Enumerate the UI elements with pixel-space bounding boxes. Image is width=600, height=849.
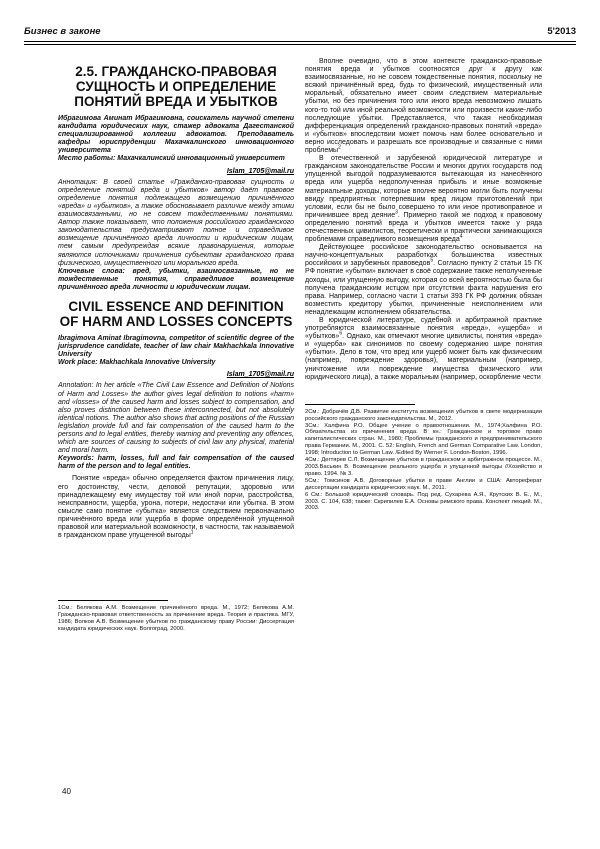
issue-number: 5'2013 <box>547 26 576 37</box>
footnote-ref: 3 <box>395 209 398 216</box>
body-paragraph <box>305 317 542 382</box>
body-text: Действующее российское законодательство основывается на научно-концептуальных разработках большинства известных российских и зарубежных правоведов <box>305 244 542 268</box>
email-link-en[interactable]: Islam_1705@mail.ru <box>226 371 294 379</box>
article-title-ru: 2.5. ГРАЖДАНСКО-ПРАВОВАЯ СУЩНОСТЬ И ОПРЕДЕЛЕНИЕ ПОНЯТИЙ ВРЕДА И УБЫТКОВ <box>74 64 278 109</box>
header-rule-bottom <box>24 44 576 45</box>
body-text: В юридической литературе, судебной и арбитражной практике употребляются взаимосвязанные понятия «вреда», «ущерба» и «убытков» <box>305 317 542 341</box>
body-text: Вполне очевидно, что в этом контексте гражданско-правовые понятия вреда и убытков соотносятся друг к другу как взаимосвязанные, но не совсем тождественные понятия, поскольку не всякий причинённый вред, будь то физический, имущественный или моральный, обязательно имеет своим следствием материальные убытки, но без причинения того или иного вреда невозможно лишать кого-то той или иной реальной возможности или произвести какие-либо последующие убытки. Представляется, что такая необходимая дифференциация определений гражданско-правовых понятий «вреда» и «убытков» впоследствии может помочь нам более основательно и верно исследовать и разрешать все производные и связанные с ними проблемы <box>305 58 542 155</box>
footnote-ref: 5 <box>430 258 434 265</box>
footnote-ref: 4 <box>459 233 463 240</box>
email-link-ru[interactable]: Islam_1705@mail.ru <box>226 167 294 175</box>
annotation-ru: Аннотация: В своей статье «Гражданско-правовая сущность и определение понятий вреда и убытков» автор даёт правовое определение понятия подлежащего возмещению причинённого «вреда» и «убытков», а также обосновывает различие между этими взаимосвязанными, но не совсем тождественными понятиями. Автор также показывает, что положения российского гражданского законодательства предусматривают полное и справедливое возмещение причинённого вреда личности и юридическим лицам, тем самым предупреждая всякие правонарушения, которые являются источниками причинения субъектам гражданского права физического, имущественного или морального вреда. <box>58 178 294 267</box>
author-info-ru: Ибрагимова Аминат Ибрагимовна, соискатель научной степени кандидата юридических наук, стажер адвоката Дагестанской специализированной коллегии адвокатов. Преподаватель кафедры юриспруденции Махачкалинского инновационного университета <box>58 115 294 155</box>
footnote-6: 6 См.: Большой юридический словарь. Под ред. Сухарева А.Я., Крутских В. Е., М., 2003. С. 104, 638; также: Скрипилев Е.А. Основы римского права. Конспект лекций. М., 2003. <box>305 491 542 512</box>
body-paragraph <box>305 155 542 244</box>
footnote-ref: 6 <box>339 330 343 337</box>
page-number: 40 <box>62 787 71 796</box>
body-text: . Примерно такой же подход к правовому определению понятий вреда и убытков имеется также у ряда отечественных цивилистов, теоретически и практически занимающихся проблемами справедливого возмещения вреда <box>305 211 542 244</box>
body-paragraph <box>305 58 542 155</box>
footnote-1: 1См.: Белякова А.М. Возмещение причинённого вреда. М., 1972; Белякова А.М. Гражданско-правовая ответственность за причинение вреда. Теория и практика. МГУ, 1986; Волков А.В. Возмещение убытков по гражданскому праву России: Диссертация кандидата юридических наук. Волгоград, 2000. <box>58 605 294 632</box>
body-paragraph <box>58 475 294 540</box>
footnote-ref: 2 <box>338 144 341 151</box>
email-en-row <box>58 371 294 379</box>
body-paragraph <box>305 244 542 317</box>
author-info-en: Ibragimova Aminat Ibragimovna, competitor of scientific degree of the jurisprudence candidate, teacher of law chair Makhachkala Innovative University <box>58 334 294 359</box>
email-ru-row <box>58 168 294 176</box>
keywords-en: Keywords: harm, losses, full and fair compensation of the caused harm of the person and to legal entities. <box>58 455 294 471</box>
body-text: Понятие «вреда» обычно определяется фактом причинения лицу, его достоинству, чести, деловой репутации, здоровью или принадлежащему ему имуществу той или иной порчи, расстройства, неисправности, ущерба, урона, потери, недостачи или убытка. В этом смысле само понятие «убытка» является следствием первоначально причинённого вреда или ущерба в форме определённой упущенной правовой или материальной возможности, в частности, так называемой в гражданском праве упущенной выгоды <box>58 475 294 540</box>
body-text: . Согласно пункту 2 статьи 15 ГК РФ понятие «убытки» включает в своё содержание также неполученные доходы, или упущенную выгоду, которая со всей вероятностью была бы получена гражданским истцом при отсутствии факта нарушения его права. Например, согласно части 1 статьи 393 ГК РФ должник обязан возместить кредитору убытки, причиненные неисполнением или ненадлежащим исполнением обязательства. <box>305 260 542 316</box>
page-header <box>24 26 576 40</box>
body-text: . Однако, как отмечают многие цивилисты, понятия «вреда» и «ущерба» как синонимов по своему содержанию шире понятия «убытки». Дело в том, что вред или ущерб может быть как физическим (например, повреждение здоровья), материальным (например, уничтожение или повреждение имущества физического или юридического лица), а также моральным (например, оскорбление чести <box>305 333 542 381</box>
footnote-separator <box>58 600 168 601</box>
body-text: В отечественной и зарубежной юридической литературе и гражданском законодательстве России и многих других государств под упущенной выгодой подразумеваются вытекающая из нанесённого вреда или ущерба недополученная прибыль и иные возможные материальные доходы, которые вполне вероятно могли быть получены ввиду предприятных потерпевшим вред лицом приготовлений при условии, если бы не было совершено то или иное противоправное и причинившее вред деяние <box>305 155 542 219</box>
right-column <box>305 58 542 512</box>
footnote-ref: 1 <box>190 529 194 536</box>
work-place-en: Work place: Makhachkala Innovative University <box>58 359 216 367</box>
footnote-2: 2См.: Добрачёв Д.В. Развитие института возмещения убытков в свете модернизации российского гражданского законодательства. М., 2012. <box>305 408 542 422</box>
article-title-en: CIVIL ESSENCE AND DEFINITION OF HARM AND LOSSES CONCEPTS <box>59 298 293 329</box>
footnote-separator <box>305 404 415 405</box>
footnote-3: 3См.: Халфина Р.О. Общее учение о правоотношении. М., 1974;Халфина Р.О. Обязательства из причинения вреда. В кн.: Гражданское и торговое право капиталистических стран. М., 1980; Проблемы гражданского и предпринимательского права Германии. М., 2001. С. 52: English, French and German Comparative Law. London, 1998; Introduction to German Law. /Edited By Werner F. London-Boston, 1996. <box>305 422 542 457</box>
left-column <box>58 58 294 633</box>
keywords-ru: Ключевые слова: вред, убытки, взаимосвязанные, но не тождественные понятия, справедливое возмещение причинённого вреда личности и юридическим лицам. <box>58 267 294 291</box>
footnote-4: 4См.: Дегтярев С.Л. Возмещение убытков в гражданском и арбитражном процессе. М., 2003.Васькин В. Возмещение реального ущерба и упущенной выгоды //Хозяйство и право. 1994. № 3. <box>305 457 542 477</box>
header-rule-top <box>24 41 576 42</box>
annotation-en: Annotation: In her article «The Civil Law Essence and Definition of Notions of Harm and Losses» the author gives legal definition to notions «harm» and «losses» of the caused harm and losses subject to compensation, and also proves distinction between these interconnected, but not absolutely identical notions. The author also shows that acting positions of the Russian legislation provide full and fair compensation of the caused harm to the persons and to legal entities, thereby warning and preventing any offences, which are sources of causing to subjects of civil law any physical, material and moral harm. <box>58 382 294 455</box>
journal-title: Бизнес в законе <box>24 26 101 37</box>
footnote-5: 5См.: Томсинов А.В. Договорные убытки в праве Англии и США: Автореферат диссертации кандидата юридических наук. М., 2011. <box>305 477 542 491</box>
work-place-ru: Место работы: Махачкалинский инновационный университет <box>58 155 285 163</box>
